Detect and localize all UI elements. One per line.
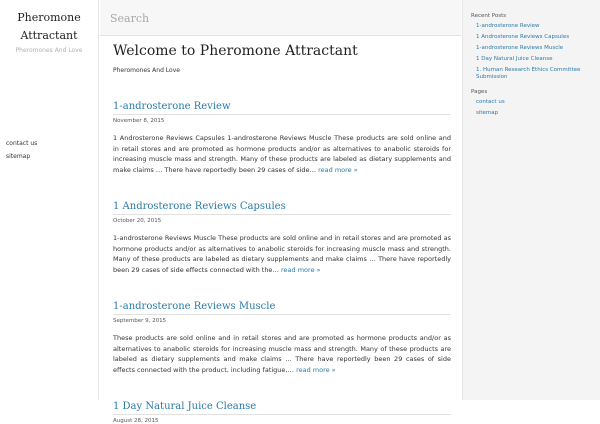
post-excerpt <box>113 133 451 175</box>
read-more-link[interactable]: read more » <box>296 365 336 374</box>
left-nav <box>6 138 37 163</box>
search-input[interactable] <box>100 0 461 36</box>
post-title-link[interactable]: 1-androsterone Reviews Muscle <box>113 300 451 315</box>
list-item <box>471 67 591 81</box>
list-item <box>471 34 591 41</box>
list-item <box>471 45 591 52</box>
post <box>113 400 451 424</box>
post-excerpt-text: These products are sold online and in retail stores and are promoted as hormone products and/or as alternatives to anabolic steroids for increasing muscle mass and strength. Many of these products are labeled as dietary supplements and make claims … There have reportedly been 29 cases of side effects connected with the product, including fatigue,… <box>113 334 451 374</box>
right-sidebar <box>462 0 600 400</box>
post <box>113 300 451 375</box>
list-item <box>471 99 591 106</box>
recent-post-link[interactable]: 1. Human Research Ethics Committee Submission <box>476 67 581 80</box>
list-item <box>471 23 591 30</box>
page-tagline: Pheromones And Love <box>113 67 180 74</box>
post-date: November 8, 2015 <box>113 118 165 124</box>
left-nav-contact-us[interactable]: contact us <box>6 140 38 147</box>
post-excerpt-text: 1 Androsterone Reviews Capsules 1-androsterone Reviews Muscle These products are sold online and in retail stores and are promoted as hormone products and/or as alternatives to anabolic steroids for increasing muscle mass and strength. Many of these products are labeled as dietary supplements and make claims … There have reportedly been 29 cases of side… <box>113 134 451 174</box>
left-nav-sitemap[interactable]: sitemap <box>6 152 31 160</box>
read-more-link[interactable]: read more » <box>281 265 321 274</box>
post-date: October 20, 2015 <box>113 218 162 224</box>
recent-posts-title: Recent Posts <box>471 13 507 19</box>
pages-title: Pages <box>471 89 488 95</box>
post <box>113 100 451 175</box>
post-title-link[interactable]: 1 Androsterone Reviews Capsules <box>113 200 451 215</box>
left-sidebar <box>0 0 99 400</box>
post-date: August 28, 2015 <box>113 418 159 424</box>
page-link-contact-us[interactable]: contact us <box>476 99 505 105</box>
recent-post-link[interactable]: 1 Androsterone Reviews Capsules <box>476 34 570 40</box>
post-excerpt-text: 1-androsterone Reviews Muscle These products are sold online and in retail stores and are promoted as hormone products and/or as alternatives to anabolic steroids for increasing muscle mass and strength. Many of these products are labeled as dietary supplements and make claims … There have reportedly been 29 cases of side effects connected with the… <box>113 234 451 274</box>
read-more-link[interactable]: read more » <box>318 165 358 174</box>
page-link-sitemap[interactable]: sitemap <box>476 110 499 116</box>
pages-list <box>471 99 591 117</box>
site-title[interactable]: Pheromone Attractant <box>17 11 81 42</box>
post-excerpt <box>113 233 451 275</box>
post <box>113 200 451 275</box>
page-title: Welcome to Pheromone Attractant <box>113 43 358 59</box>
post-date: September 9, 2015 <box>113 318 167 324</box>
post-excerpt <box>113 333 451 375</box>
list-item <box>471 56 591 63</box>
list-item <box>471 110 591 117</box>
recent-post-link[interactable]: 1 Day Natural Juice Cleanse <box>476 56 553 62</box>
recent-posts-list <box>471 23 591 81</box>
main-column <box>100 0 461 424</box>
search-bar <box>100 0 461 36</box>
recent-post-link[interactable]: 1-androsterone Reviews Muscle <box>476 45 564 51</box>
post-title-link[interactable]: 1-androsterone Review <box>113 100 451 115</box>
recent-post-link[interactable]: 1-androsterone Review <box>476 23 540 29</box>
content <box>100 42 461 424</box>
site-tagline: Pheromones And Love <box>15 47 83 54</box>
post-title-link[interactable]: 1 Day Natural Juice Cleanse <box>113 400 451 415</box>
